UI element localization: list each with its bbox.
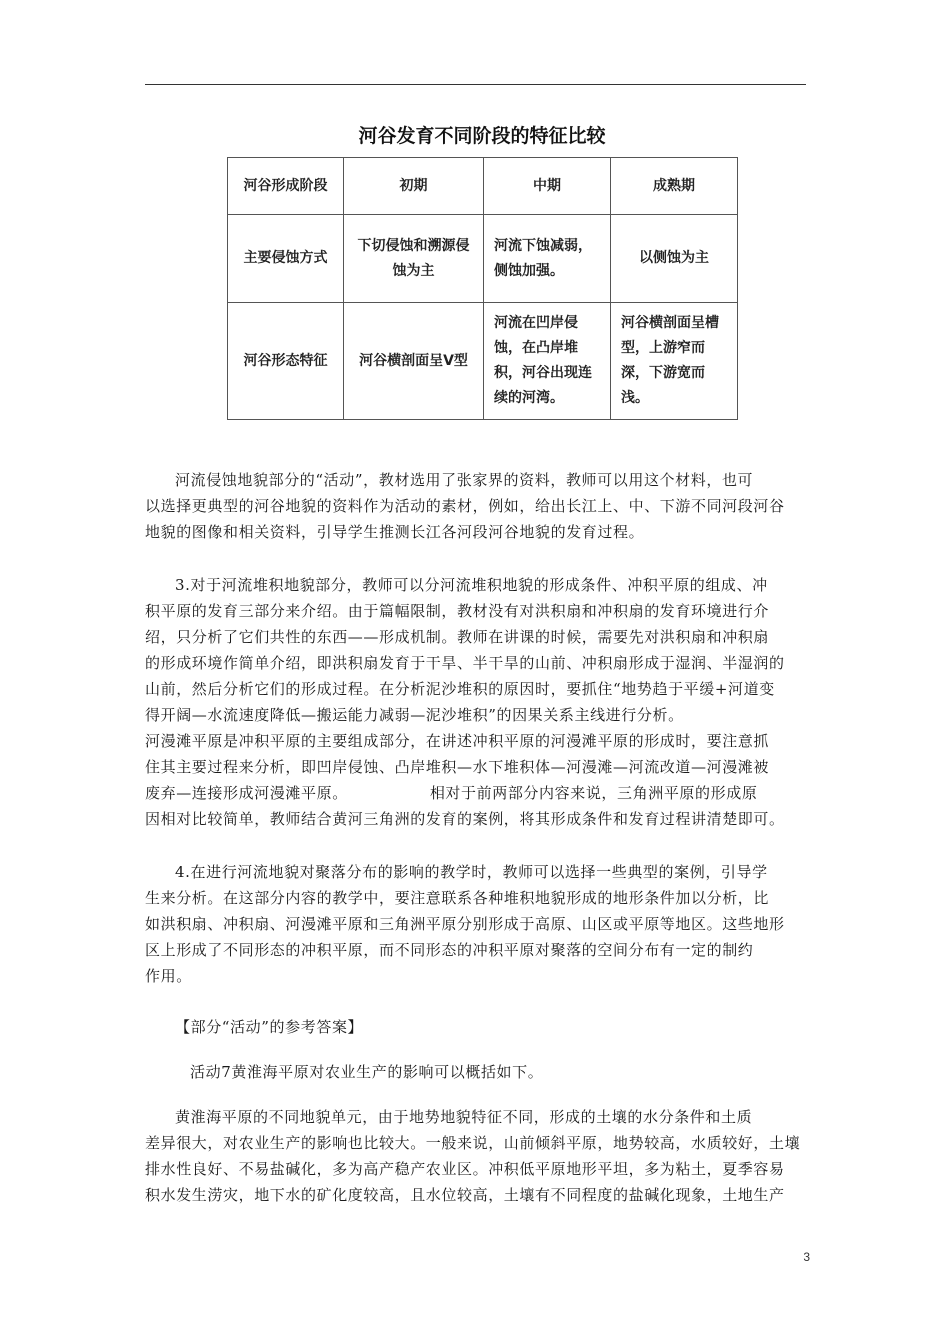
- text-line: 河流侵蚀地貌部分的“活动”，教材选用了张家界的资料，教师可以用这个材料，也可: [175, 471, 754, 489]
- paragraph-settlement: [145, 859, 808, 989]
- text-segment: 废弃—连接形成河漫滩平原。: [145, 784, 348, 802]
- row-label-cell: 主要侵蚀方式: [228, 215, 344, 303]
- text-line: 【部分“活动”的参考答案】: [175, 1018, 364, 1036]
- table-cell: 河谷横剖面呈V型: [344, 303, 484, 420]
- text-segment: 相对于前两部分内容来说，三角洲平原的形成原: [429, 784, 758, 802]
- text-line: 排水性良好、不易盐碱化，多为高产稳产农业区。冲积低平原地形平坦，多为粘土，夏季容易: [145, 1160, 785, 1178]
- header-cell: 成熟期: [611, 158, 738, 215]
- paragraph-river-deposition: [145, 572, 808, 728]
- text-line: 河漫滩平原是冲积平原的主要组成部分，在讲述冲积平原的河漫滩平原的形成时，要注意抓: [145, 732, 770, 750]
- text-line: 山前，然后分析它们的形成过程。在分析泥沙堆积的原因时，要抓住“地势趋于平缓+河道变: [145, 680, 775, 698]
- text-line: 住其主要过程来分析，即凹岸侵蚀、凸岸堆积—水下堆积体—河漫滩—河流改道—河漫滩被: [145, 758, 770, 776]
- activity-line: [190, 1059, 790, 1085]
- header-cell: 初期: [344, 158, 484, 215]
- header-rule: [145, 84, 806, 85]
- text-line: 活动7黄淮海平原对农业生产的影响可以概括如下。: [190, 1063, 544, 1081]
- table-header-row: [228, 158, 738, 215]
- page-number: 3: [803, 1250, 810, 1264]
- text-line: 绍，只分析了它们共性的东西——形成机制。教师在讲课的时候，需要先对洪积扇和冲积扇: [145, 628, 770, 646]
- text-line: 的形成环境作简单介绍，即洪积扇发育于干旱、半干旱的山前、冲积扇形成于湿润、半湿润的: [145, 654, 785, 672]
- comparison-table: [227, 157, 738, 420]
- text-line: 因相对比较简单，教师结合黄河三角洲的发育的案例，将其形成条件和发育过程讲清楚即可。: [145, 810, 785, 828]
- text-line: 差异很大，对农业生产的影响也比较大。一般来说，山前倾斜平原，地势较高，水质较好，土壤: [145, 1134, 801, 1152]
- text-line: 积平原的发育三部分来介绍。由于篇幅限制，教材没有对洪积扇和冲积扇的发育环境进行介: [145, 602, 770, 620]
- text-line: 生来分析。在这部分内容的教学中，要注意联系各种堆积地貌形成的地形条件加以分析，比: [145, 889, 770, 907]
- text-line: [145, 780, 808, 806]
- text-line: 区上形成了不同形态的冲积平原，而不同形态的冲积平原对聚落的空间分布有一定的制约: [145, 941, 754, 959]
- table-title: 河谷发育不同阶段的特征比较: [358, 125, 606, 147]
- table-cell: 河流下蚀减弱，侧蚀加强。: [484, 215, 611, 303]
- table-cell: 以侧蚀为主: [611, 215, 738, 303]
- paragraph-river-erosion: [145, 467, 808, 545]
- header-cell: 中期: [484, 158, 611, 215]
- text-line: 如洪积扇、冲积扇、河漫滩平原和三角洲平原分别形成于高原、山区或平原等地区。这些地形: [145, 915, 785, 933]
- paragraph-huang-huai-hai: [145, 1104, 808, 1208]
- table-row: [228, 303, 738, 420]
- table-cell: 下切侵蚀和溯源侵蚀为主: [344, 215, 484, 303]
- text-line: 积水发生涝灾，地下水的矿化度较高，且水位较高，土壤有不同程度的盐碱化现象，土地生产: [145, 1186, 785, 1204]
- text-line: 地貌的图像和相关资料，引导学生推测长江各河段河谷地貌的发育过程。: [145, 523, 645, 541]
- text-line: 作用。: [145, 967, 192, 985]
- paragraph-floodplain: [145, 728, 808, 832]
- row-label-cell: 河谷形态特征: [228, 303, 344, 420]
- section-heading: [145, 1014, 808, 1040]
- text-line: 得开阔—水流速度降低—搬运能力减弱—泥沙堆积”的因果关系主线进行分析。: [145, 706, 684, 724]
- header-cell: 河谷形成阶段: [228, 158, 344, 215]
- text-line: 4.在进行河流地貌对聚落分布的影响的教学时，教师可以选择一些典型的案例，引导学: [175, 863, 768, 881]
- table-cell: 河谷横剖面呈槽型，上游窄而深，下游宽而浅。: [611, 303, 738, 420]
- table-cell: 河流在凹岸侵蚀，在凸岸堆积，河谷出现连续的河湾。: [484, 303, 611, 420]
- table-row: [228, 215, 738, 303]
- text-line: 3.对于河流堆积地貌部分，教师可以分河流堆积地貌的形成条件、冲积平原的组成、冲: [175, 576, 768, 594]
- text-line: 黄淮海平原的不同地貌单元，由于地势地貌特征不同，形成的土壤的水分条件和土质: [175, 1108, 753, 1126]
- text-line: 以选择更典型的河谷地貌的资料作为活动的素材，例如，给出长江上、中、下游不同河段河谷: [145, 497, 785, 515]
